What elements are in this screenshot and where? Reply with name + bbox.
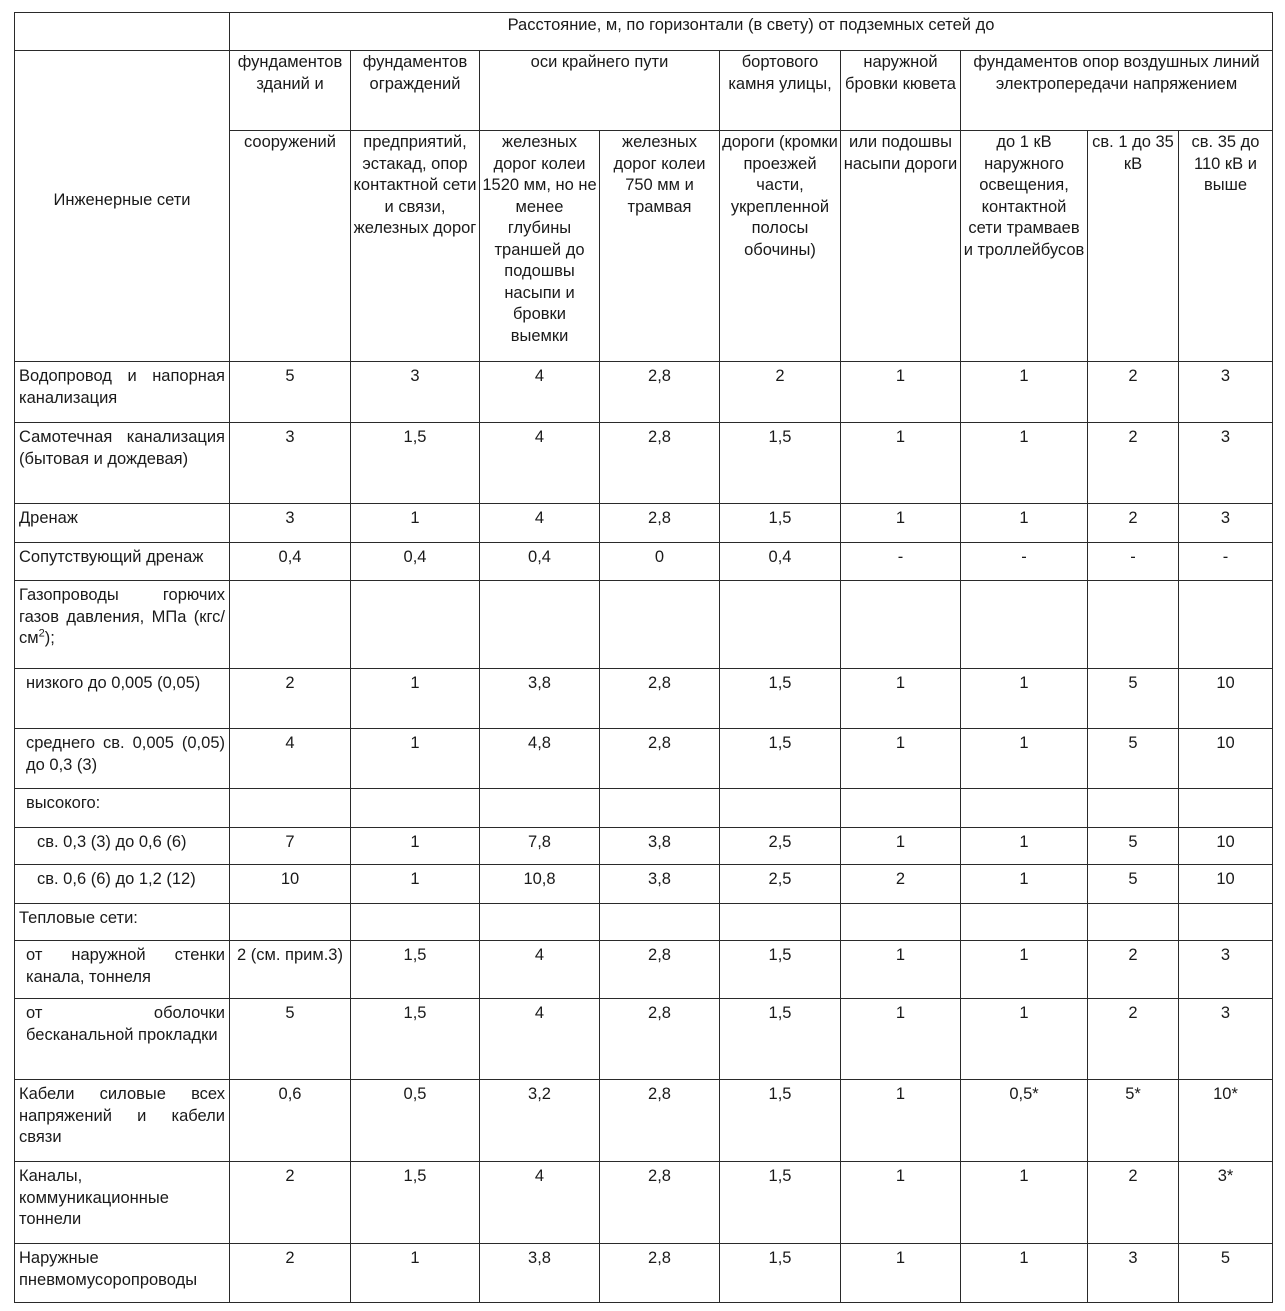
row-label-header: Инженерные сети — [15, 51, 230, 362]
cell: 2,8 — [600, 1244, 720, 1303]
cell: 4 — [480, 504, 600, 543]
cell: 10,8 — [480, 865, 600, 904]
cell: 10 — [1179, 729, 1273, 789]
cell: 2,8 — [600, 1162, 720, 1244]
cell: - — [1088, 543, 1179, 581]
table-row — [15, 828, 1273, 865]
cell — [720, 581, 841, 669]
cell: 1,5 — [720, 1244, 841, 1303]
cell: 5 — [1088, 729, 1179, 789]
cell: 1 — [351, 865, 480, 904]
cell — [480, 789, 600, 828]
cell: - — [1179, 543, 1273, 581]
table-row — [15, 1162, 1273, 1244]
table-row — [15, 423, 1273, 504]
cell: 3,8 — [480, 1244, 600, 1303]
cell: 1 — [961, 362, 1088, 423]
cell — [961, 904, 1088, 941]
table-row — [15, 504, 1273, 543]
cell — [841, 789, 961, 828]
cell: 2 — [841, 865, 961, 904]
cell: 1 — [961, 1244, 1088, 1303]
cell: 2,8 — [600, 941, 720, 999]
col-fences-bottom: предприятий, эстакад, опор контактной сети и связи, железных дорог — [351, 131, 480, 362]
cell — [1179, 789, 1273, 828]
row-name: Кабели силовые всех напряжений и кабели связи — [15, 1080, 230, 1162]
cell: 4,8 — [480, 729, 600, 789]
cell: 2 — [1088, 999, 1179, 1080]
cell: 5 — [1088, 865, 1179, 904]
col-ditch-bottom: или подошвы насыпи дороги — [841, 131, 961, 362]
table-row — [15, 729, 1273, 789]
cell: 1,5 — [720, 729, 841, 789]
cell: 10 — [1179, 828, 1273, 865]
cell: 1 — [841, 423, 961, 504]
cell: 7,8 — [480, 828, 600, 865]
cell: 2,8 — [600, 362, 720, 423]
col-buildings-top: фундаментов зданий и — [230, 51, 351, 131]
cell: 5* — [1088, 1080, 1179, 1162]
cell: 5 — [1088, 669, 1179, 729]
cell: 2,8 — [600, 504, 720, 543]
superscript: 2 — [38, 627, 45, 640]
cell: 5 — [230, 999, 351, 1080]
col-ditch-top: наружной бровки кювета — [841, 51, 961, 131]
header-row-1 — [15, 13, 1273, 51]
row-name-end: ); — [44, 629, 55, 647]
cell: 10 — [1179, 865, 1273, 904]
cell: 2 — [230, 669, 351, 729]
cell: 7 — [230, 828, 351, 865]
cell: 1 — [841, 1162, 961, 1244]
cell — [841, 904, 961, 941]
cell: 4 — [480, 941, 600, 999]
cell: 1,5 — [351, 941, 480, 999]
table-row — [15, 581, 1273, 669]
cell: 1 — [841, 941, 961, 999]
cell — [480, 904, 600, 941]
cell: 1,5 — [720, 669, 841, 729]
cell: 2 — [1088, 941, 1179, 999]
table-row — [15, 904, 1273, 941]
cell: 2 — [230, 1244, 351, 1303]
cell: 3* — [1179, 1162, 1273, 1244]
cell: 1 — [961, 828, 1088, 865]
cell: 3 — [1088, 1244, 1179, 1303]
cell: 1,5 — [351, 999, 480, 1080]
cell: 1,5 — [720, 941, 841, 999]
cell — [600, 904, 720, 941]
col-fences-top: фундаментов ограждений — [351, 51, 480, 131]
cell: 1 — [961, 941, 1088, 999]
table-row — [15, 999, 1273, 1080]
cell: 4 — [480, 362, 600, 423]
cell: 0,4 — [480, 543, 600, 581]
cell: 2 — [720, 362, 841, 423]
cell: 3 — [230, 504, 351, 543]
col-power-35kv: св. 1 до 35 кВ — [1088, 131, 1179, 362]
cell: 4 — [480, 1162, 600, 1244]
cell: 2,8 — [600, 423, 720, 504]
norms-table-container — [14, 12, 1273, 1303]
cell — [1088, 581, 1179, 669]
cell: 1 — [841, 999, 961, 1080]
cell: 1,5 — [720, 1162, 841, 1244]
cell: 1 — [841, 828, 961, 865]
cell: 2 — [1088, 423, 1179, 504]
cell — [351, 581, 480, 669]
cell: 1,5 — [720, 1080, 841, 1162]
cell: 1 — [841, 669, 961, 729]
cell: 1 — [961, 423, 1088, 504]
distances-table — [14, 12, 1273, 1303]
cell: 3 — [230, 423, 351, 504]
cell: 3,8 — [480, 669, 600, 729]
cell: 5 — [1088, 828, 1179, 865]
cell: 1 — [961, 1162, 1088, 1244]
cell — [961, 581, 1088, 669]
cell: 4 — [230, 729, 351, 789]
cell — [720, 904, 841, 941]
table-row — [15, 362, 1273, 423]
cell — [230, 904, 351, 941]
row-name: низкого до 0,005 (0,05) — [15, 669, 230, 729]
cell: 1 — [841, 362, 961, 423]
row-name: св. 0,6 (6) до 1,2 (12) — [15, 865, 230, 904]
col-curb-bottom: дороги (кромки проезжей части, укрепленной полосы обочины) — [720, 131, 841, 362]
table-row — [15, 941, 1273, 999]
table-row — [15, 865, 1273, 904]
cell — [961, 789, 1088, 828]
row-name: Наружные пневмомусоропроводы — [15, 1244, 230, 1303]
cell: 0,4 — [230, 543, 351, 581]
cell: 10* — [1179, 1080, 1273, 1162]
cell — [351, 904, 480, 941]
row-name: среднего св. 0,005 (0,05) до 0,3 (3) — [15, 729, 230, 789]
table-row — [15, 669, 1273, 729]
cell: 3,8 — [600, 828, 720, 865]
cell: 1 — [841, 1080, 961, 1162]
cell: 1 — [841, 729, 961, 789]
cell: 1 — [961, 729, 1088, 789]
cell: 2,5 — [720, 865, 841, 904]
cell: 2,8 — [600, 669, 720, 729]
col-curb-top: бортового камня улицы, — [720, 51, 841, 131]
cell: 1 — [351, 504, 480, 543]
table-row — [15, 1244, 1273, 1303]
cell: 2,5 — [720, 828, 841, 865]
col-power-110kv: св. 35 до 110 кВ и выше — [1179, 131, 1273, 362]
cell — [230, 581, 351, 669]
row-name: Сопутствующий дренаж — [15, 543, 230, 581]
row-name: Водопровод и напорная канализация — [15, 362, 230, 423]
cell — [600, 581, 720, 669]
row-name: высокого: — [15, 789, 230, 828]
col-rail-750: железных дорог колеи 750 мм и трамвая — [600, 131, 720, 362]
cell: - — [961, 543, 1088, 581]
cell: 1,5 — [720, 423, 841, 504]
cell: 3 — [1179, 999, 1273, 1080]
cell — [1088, 904, 1179, 941]
cell: 3 — [1179, 423, 1273, 504]
main-header: Расстояние, м, по горизонтали (в свету) от подземных сетей до — [230, 13, 1273, 51]
cell: 2 — [230, 1162, 351, 1244]
cell: 3 — [1179, 941, 1273, 999]
cell: 3 — [1179, 362, 1273, 423]
cell: 1 — [961, 865, 1088, 904]
cell — [1179, 581, 1273, 669]
cell: 1 — [351, 729, 480, 789]
row-name: от оболочки бесканальной прокладки — [15, 999, 230, 1080]
col-track-axis-top: оси крайнего пути — [480, 51, 720, 131]
cell: 2,8 — [600, 1080, 720, 1162]
cell: 1 — [961, 999, 1088, 1080]
cell: 3,8 — [600, 865, 720, 904]
col-buildings-bottom: сооружений — [230, 131, 351, 362]
row-name-text: Газопроводы горючих газов давления, МПа (кгс/см — [19, 586, 225, 647]
cell: 0,4 — [720, 543, 841, 581]
cell: 1 — [351, 669, 480, 729]
cell: 4 — [480, 423, 600, 504]
cell: 4 — [480, 999, 600, 1080]
cell: 10 — [1179, 669, 1273, 729]
cell — [480, 581, 600, 669]
row-name: св. 0,3 (3) до 0,6 (6) — [15, 828, 230, 865]
col-power-lines-top: фундаментов опор воздушных линий электропередачи напряжением — [961, 51, 1273, 131]
cell — [230, 789, 351, 828]
cell: 2 — [1088, 362, 1179, 423]
cell: 1,5 — [351, 423, 480, 504]
cell: 1,5 — [351, 1162, 480, 1244]
table-row — [15, 789, 1273, 828]
cell: 0 — [600, 543, 720, 581]
cell: 2 (см. прим.3) — [230, 941, 351, 999]
cell — [351, 789, 480, 828]
table-row — [15, 543, 1273, 581]
table-row — [15, 1080, 1273, 1162]
cell: 0,4 — [351, 543, 480, 581]
row-name — [15, 581, 230, 669]
cell: 1 — [841, 504, 961, 543]
cell: 0,5* — [961, 1080, 1088, 1162]
row-name: Самотечная канализация (бытовая и дождевая) — [15, 423, 230, 504]
header-row-2 — [15, 51, 1273, 131]
cell: - — [841, 543, 961, 581]
col-power-1kv: до 1 кВ наружного освещения, контактной сети трамваев и троллейбусов — [961, 131, 1088, 362]
cell: 0,5 — [351, 1080, 480, 1162]
cell: 0,6 — [230, 1080, 351, 1162]
cell — [1179, 904, 1273, 941]
cell: 1 — [351, 1244, 480, 1303]
cell — [600, 789, 720, 828]
cell: 5 — [230, 362, 351, 423]
cell: 2,8 — [600, 999, 720, 1080]
row-name: от наружной стенки канала, тоннеля — [15, 941, 230, 999]
cell: 1 — [961, 504, 1088, 543]
cell — [1088, 789, 1179, 828]
cell: 2 — [1088, 504, 1179, 543]
corner-cell — [15, 13, 230, 51]
cell: 10 — [230, 865, 351, 904]
cell: 1,5 — [720, 504, 841, 543]
row-name: Дренаж — [15, 504, 230, 543]
cell: 2 — [1088, 1162, 1179, 1244]
cell: 5 — [1179, 1244, 1273, 1303]
cell: 1,5 — [720, 999, 841, 1080]
cell — [720, 789, 841, 828]
cell: 1 — [841, 1244, 961, 1303]
cell: 3,2 — [480, 1080, 600, 1162]
cell: 3 — [1179, 504, 1273, 543]
cell: 3 — [351, 362, 480, 423]
cell: 1 — [961, 669, 1088, 729]
cell: 1 — [351, 828, 480, 865]
cell — [841, 581, 961, 669]
cell: 2,8 — [600, 729, 720, 789]
row-name: Каналы, коммуникационные тоннели — [15, 1162, 230, 1244]
row-name: Тепловые сети: — [15, 904, 230, 941]
col-rail-1520: железных дорог колеи 1520 мм, но не менее глубины траншей до подошвы насыпи и бровки выемки — [480, 131, 600, 362]
